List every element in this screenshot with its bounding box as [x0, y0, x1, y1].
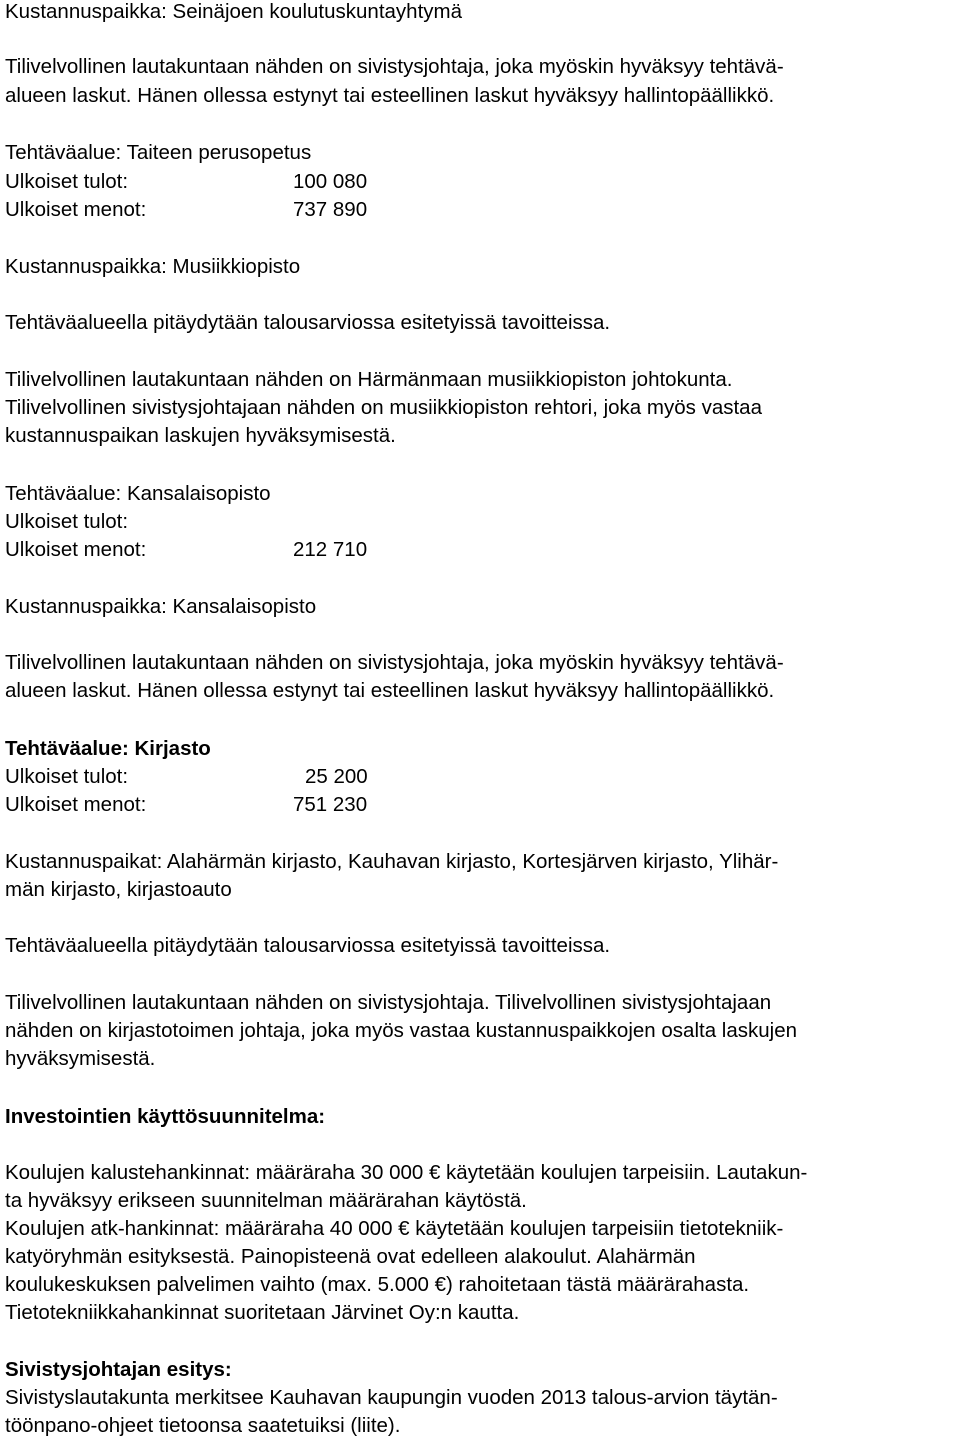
body-text: Koulujen kalustehankinnat: määräraha 30 000 € käytetään koulujen tarpeisiin. Lautakun- — [5, 1161, 808, 1184]
body-text: nähden on kirjastotoimen johtaja, joka myös vastaa kustannuspaikkojen osalta laskujen — [5, 1019, 798, 1042]
body-text: Tilivelvollinen sivistysjohtajaan nähden on musiikkiopiston rehtori, joka myös vastaa — [5, 396, 762, 419]
body-text: Koulujen atk-hankinnat: määräraha 40 000 € käytetään koulujen tarpeisiin tietotekniik- — [5, 1217, 784, 1240]
cost-center-line: Kustannuspaikka: Musiikkiopisto — [5, 255, 301, 278]
body-text: koulukeskuksen palvelimen vaihto (max. 5.000 €) rahoitetaan tästä määrärahasta. — [5, 1273, 750, 1296]
external-expenses-value: 212 710 — [293, 538, 368, 561]
cost-centers-line: Kustannuspaikat: Alahärmän kirjasto, Kauhavan kirjasto, Kortesjärven kirjasto, Ylihär- — [5, 850, 779, 873]
body-text: Tehtäväalueella pitäydytään talousarviossa esitetyissä tavoitteissa. — [5, 311, 611, 334]
body-text: Tilivelvollinen lautakuntaan nähden on sivistysjohtaja, joka myöskin hyväksyy tehtävä- — [5, 651, 784, 674]
body-text: Tilivelvollinen lautakuntaan nähden on Härmänmaan musiikkiopiston johtokunta. — [5, 368, 733, 391]
section-heading-esitys: Sivistysjohtajan esitys: — [5, 1358, 232, 1381]
body-text: Tietotekniikkahankinnat suoritetaan Järvinet Oy:n kautta. — [5, 1301, 520, 1324]
external-income-value: 25 200 — [305, 765, 368, 788]
body-text: hyväksymisestä. — [5, 1047, 156, 1070]
external-expenses-label: Ulkoiset menot: — [5, 793, 147, 816]
body-text: töönpano-ohjeet tietoonsa saatetuiksi (liite). — [5, 1414, 401, 1437]
cost-center-line: Kustannuspaikka: Seinäjoen koulutuskuntayhtymä — [5, 0, 462, 23]
body-text: kustannuspaikan laskujen hyväksymisestä. — [5, 424, 396, 447]
external-income-value: 100 080 — [293, 170, 368, 193]
body-text: Sivistyslautakunta merkitsee Kauhavan kaupungin vuoden 2013 talous-arvion täytän- — [5, 1386, 778, 1409]
section-heading-investoinnit: Investointien käyttösuunnitelma: — [5, 1105, 326, 1128]
external-expenses-value: 751 230 — [293, 793, 368, 816]
external-income-label: Ulkoiset tulot: — [5, 510, 129, 533]
external-expenses-value: 737 890 — [293, 198, 368, 221]
body-text: alueen laskut. Hänen ollessa estynyt tai esteellinen laskut hyväksyy hallintopäällikkö. — [5, 679, 775, 702]
cost-center-line: Kustannuspaikka: Kansalaisopisto — [5, 595, 317, 618]
external-expenses-label: Ulkoiset menot: — [5, 198, 147, 221]
body-text: katyöryhmän esityksestä. Painopisteenä ovat edelleen alakoulut. Alahärmän — [5, 1245, 696, 1268]
external-income-label: Ulkoiset tulot: — [5, 765, 129, 788]
section-heading-kirjasto: Tehtäväalue: Kirjasto — [5, 737, 211, 760]
body-text: ta hyväksyy erikseen suunnitelman määrärahan käytöstä. — [5, 1189, 527, 1212]
body-text: Tilivelvollinen lautakuntaan nähden on sivistysjohtaja, joka myöskin hyväksyy tehtävä- — [5, 55, 784, 78]
section-heading-kansalaisopisto: Tehtäväalue: Kansalaisopisto — [5, 482, 271, 505]
external-expenses-label: Ulkoiset menot: — [5, 538, 147, 561]
cost-centers-line: män kirjasto, kirjastoauto — [5, 878, 232, 901]
body-text: Tilivelvollinen lautakuntaan nähden on sivistysjohtaja. Tilivelvollinen sivistysjohtajaan — [5, 991, 772, 1014]
body-text: Tehtäväalueella pitäydytään talousarviossa esitetyissä tavoitteissa. — [5, 934, 611, 957]
section-heading-taiteen-perusopetus: Tehtäväalue: Taiteen perusopetus — [5, 141, 312, 164]
external-income-label: Ulkoiset tulot: — [5, 170, 129, 193]
body-text: alueen laskut. Hänen ollessa estynyt tai esteellinen laskut hyväksyy hallintopäällikkö. — [5, 84, 775, 107]
